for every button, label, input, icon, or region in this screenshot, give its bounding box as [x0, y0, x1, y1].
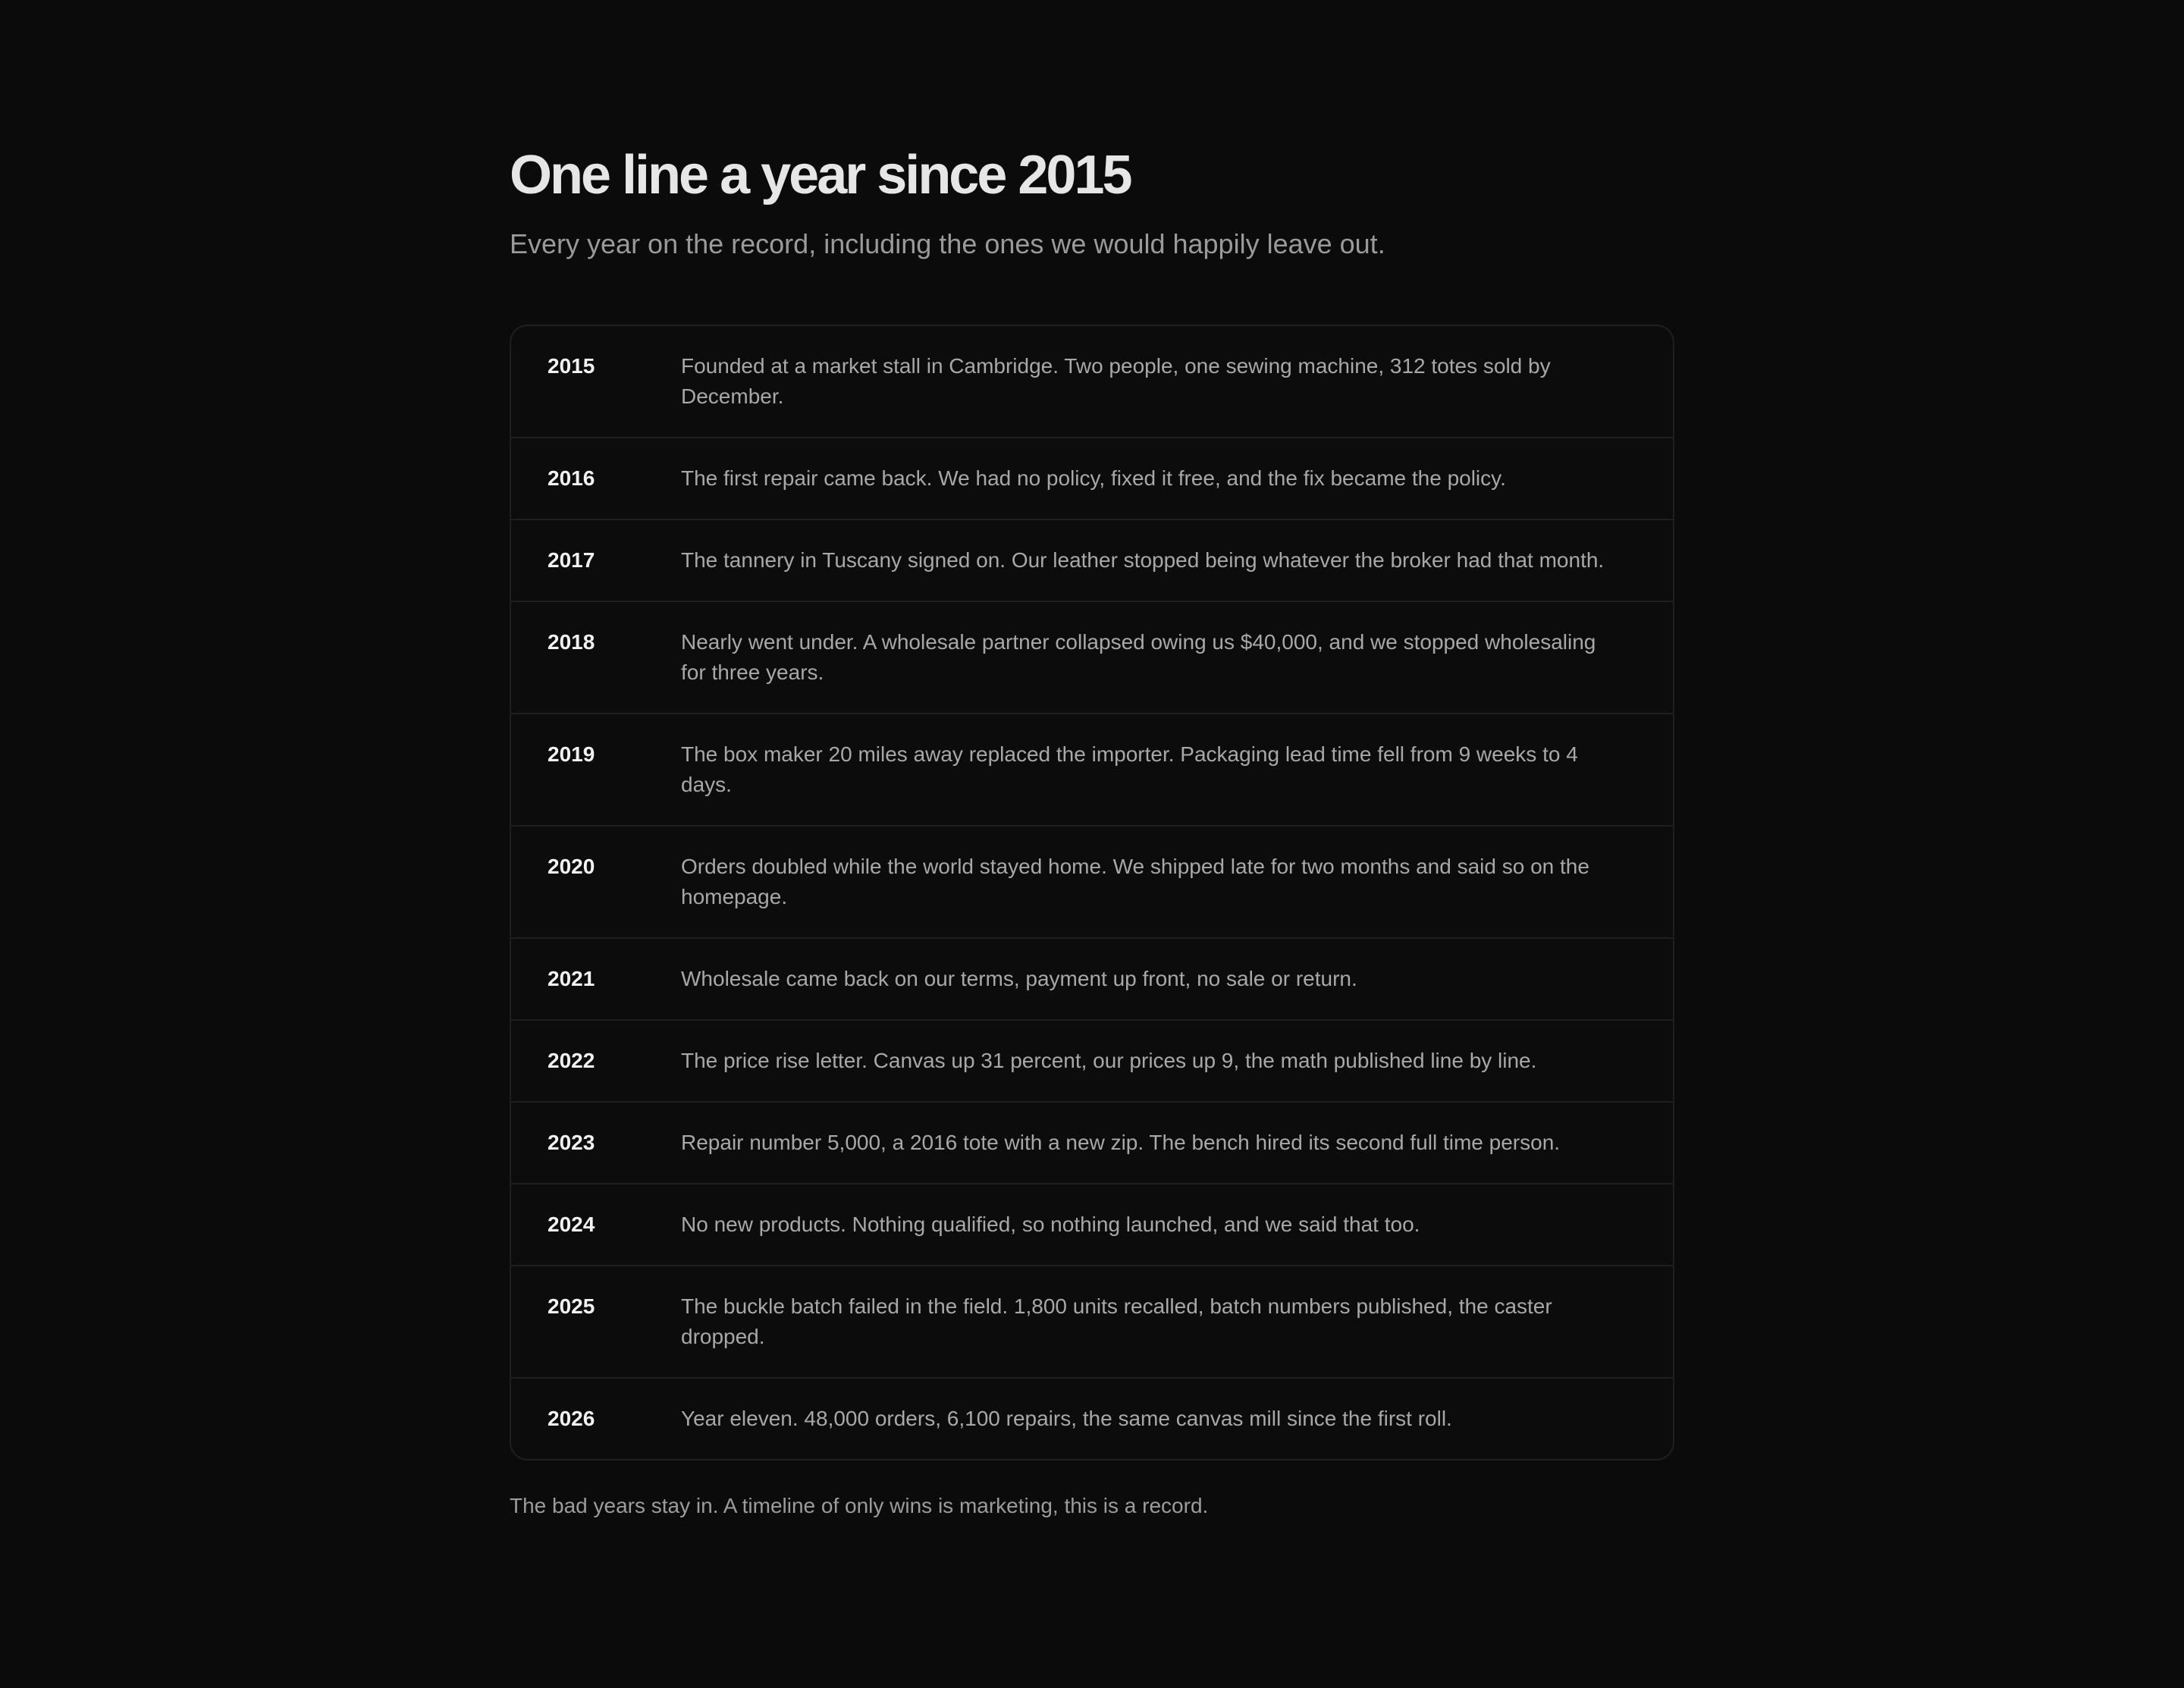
- timeline-row-2016: [511, 437, 1673, 519]
- timeline-table: [510, 325, 1674, 1461]
- timeline-row-2019: [511, 713, 1673, 825]
- timeline-event: Wholesale came back on our terms, payment up front, no sale or return.: [681, 967, 1357, 990]
- timeline-page: [510, 143, 1674, 1521]
- timeline-year: 2026: [548, 1407, 595, 1430]
- footer-note: The bad years stay in. A timeline of only wins is marketing, this is a record.: [510, 1494, 1209, 1517]
- timeline-event: Nearly went under. A wholesale partner collapsed owing us $40,000, and we stopped wholesaling for three years.: [681, 630, 1596, 684]
- timeline-event: Orders doubled while the world stayed home. We shipped late for two months and said so on the homepage.: [681, 855, 1589, 908]
- timeline-year: 2022: [548, 1049, 595, 1072]
- timeline-event: Year eleven. 48,000 orders, 6,100 repairs, the same canvas mill since the first roll.: [681, 1407, 1452, 1430]
- timeline-row-2015: [511, 326, 1673, 437]
- timeline-row-2020: [511, 825, 1673, 937]
- page-title: One line a year since 2015: [510, 145, 1131, 206]
- timeline-row-2023: [511, 1101, 1673, 1183]
- timeline-event: The tannery in Tuscany signed on. Our leather stopped being whatever the broker had that month.: [681, 548, 1605, 572]
- timeline-year: 2018: [548, 630, 595, 654]
- timeline-year: 2017: [548, 548, 595, 572]
- timeline-event: Founded at a market stall in Cambridge. Two people, one sewing machine, 312 totes sold by December.: [681, 354, 1551, 408]
- timeline-event: Repair number 5,000, a 2016 tote with a new zip. The bench hired its second full time person.: [681, 1131, 1561, 1154]
- timeline-year: 2019: [548, 742, 595, 766]
- timeline-row-2026: [511, 1377, 1673, 1459]
- timeline-row-2025: [511, 1265, 1673, 1377]
- timeline-year: 2021: [548, 967, 595, 990]
- timeline-row-2017: [511, 519, 1673, 601]
- timeline-year: 2015: [548, 354, 595, 378]
- timeline-year: 2023: [548, 1131, 595, 1154]
- timeline-row-2024: [511, 1183, 1673, 1265]
- timeline-event: No new products. Nothing qualified, so nothing launched, and we said that too.: [681, 1213, 1420, 1236]
- timeline-year: 2024: [548, 1213, 595, 1236]
- timeline-event: The first repair came back. We had no policy, fixed it free, and the fix became the policy.: [681, 466, 1506, 490]
- timeline-year: 2016: [548, 466, 595, 490]
- page-subtitle: Every year on the record, including the ones we would happily leave out.: [510, 228, 1385, 259]
- timeline-event: The buckle batch failed in the field. 1,800 units recalled, batch numbers published, the caster dropped.: [681, 1294, 1552, 1348]
- timeline-event: The price rise letter. Canvas up 31 percent, our prices up 9, the math published line by line.: [681, 1049, 1537, 1072]
- timeline-year: 2020: [548, 855, 595, 878]
- timeline-event: The box maker 20 miles away replaced the importer. Packaging lead time fell from 9 weeks to 4 days.: [681, 742, 1578, 796]
- timeline-row-2021: [511, 937, 1673, 1019]
- timeline-year: 2025: [548, 1294, 595, 1318]
- timeline-row-2022: [511, 1019, 1673, 1101]
- timeline-row-2018: [511, 601, 1673, 713]
